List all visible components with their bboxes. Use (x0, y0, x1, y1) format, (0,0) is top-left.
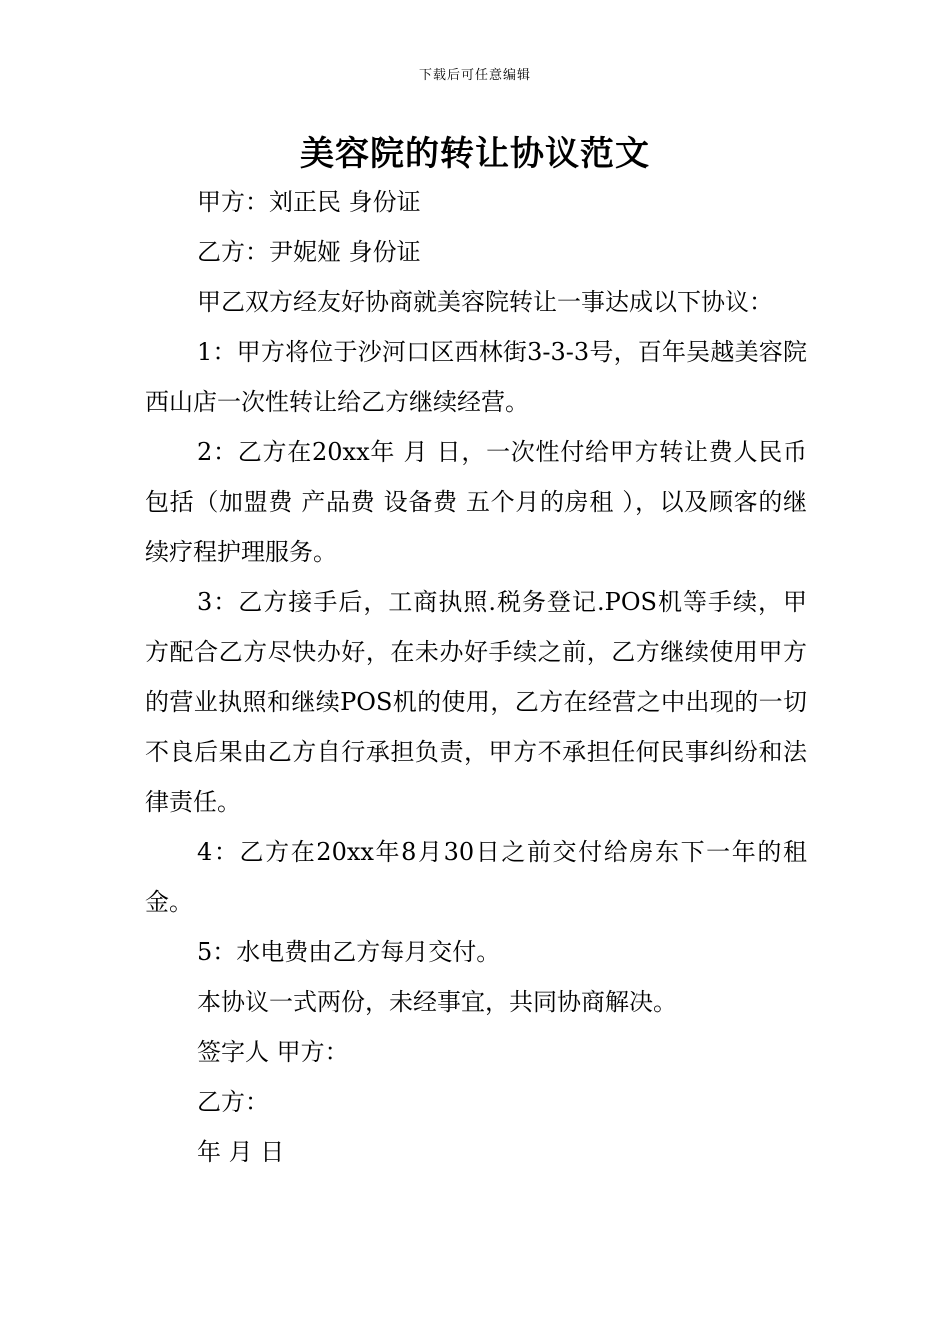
agreement-copies-note: 本协议一式两份，未经事宜，共同协商解决。 (197, 988, 677, 1016)
signature-party-a: 签字人 甲方： (197, 1038, 349, 1066)
document-title: 美容院的转让协议范文 (300, 134, 650, 174)
signature-date: 年 月 日 (197, 1138, 285, 1166)
agreement-intro: 甲乙双方经友好协商就美容院转让一事达成以下协议： (197, 288, 773, 316)
clause-3: 3：乙方接手后，工商执照.税务登记.POS机等手续，甲方配合乙方尽快办好，在未办好手续之前，乙方继续使用甲方的营业执照和继续POS机的使用，乙方在经营之中出现的一切不良后果由乙方自行承担负责，甲方不承担任何民事纠纷和法律责任。 (145, 588, 807, 816)
clause-5: 5：水电费由乙方每月交付。 (197, 938, 501, 966)
clause-2: 2：乙方在20xx年 月 日，一次性付给甲方转让费人民币 包括（加盟费 产品费 设备费 五个月的房租 ），以及顾客的继续疗程护理服务。 (145, 438, 807, 566)
header-note: 下载后可任意编辑 (418, 68, 531, 83)
party-b-line: 乙方：尹妮娅 身份证 (197, 238, 421, 266)
clause-4: 4：乙方在20xx年8月30日之前交付给房东下一年的租金。 (145, 838, 807, 916)
clause-1: 1：甲方将位于沙河口区西林街3-3-3号，百年吴越美容院西山店一次性转让给乙方继续经营。 (145, 338, 807, 416)
document-body (145, 177, 807, 1177)
party-a-line: 甲方：刘正民 身份证 (197, 188, 421, 216)
signature-party-b: 乙方： (197, 1088, 269, 1116)
